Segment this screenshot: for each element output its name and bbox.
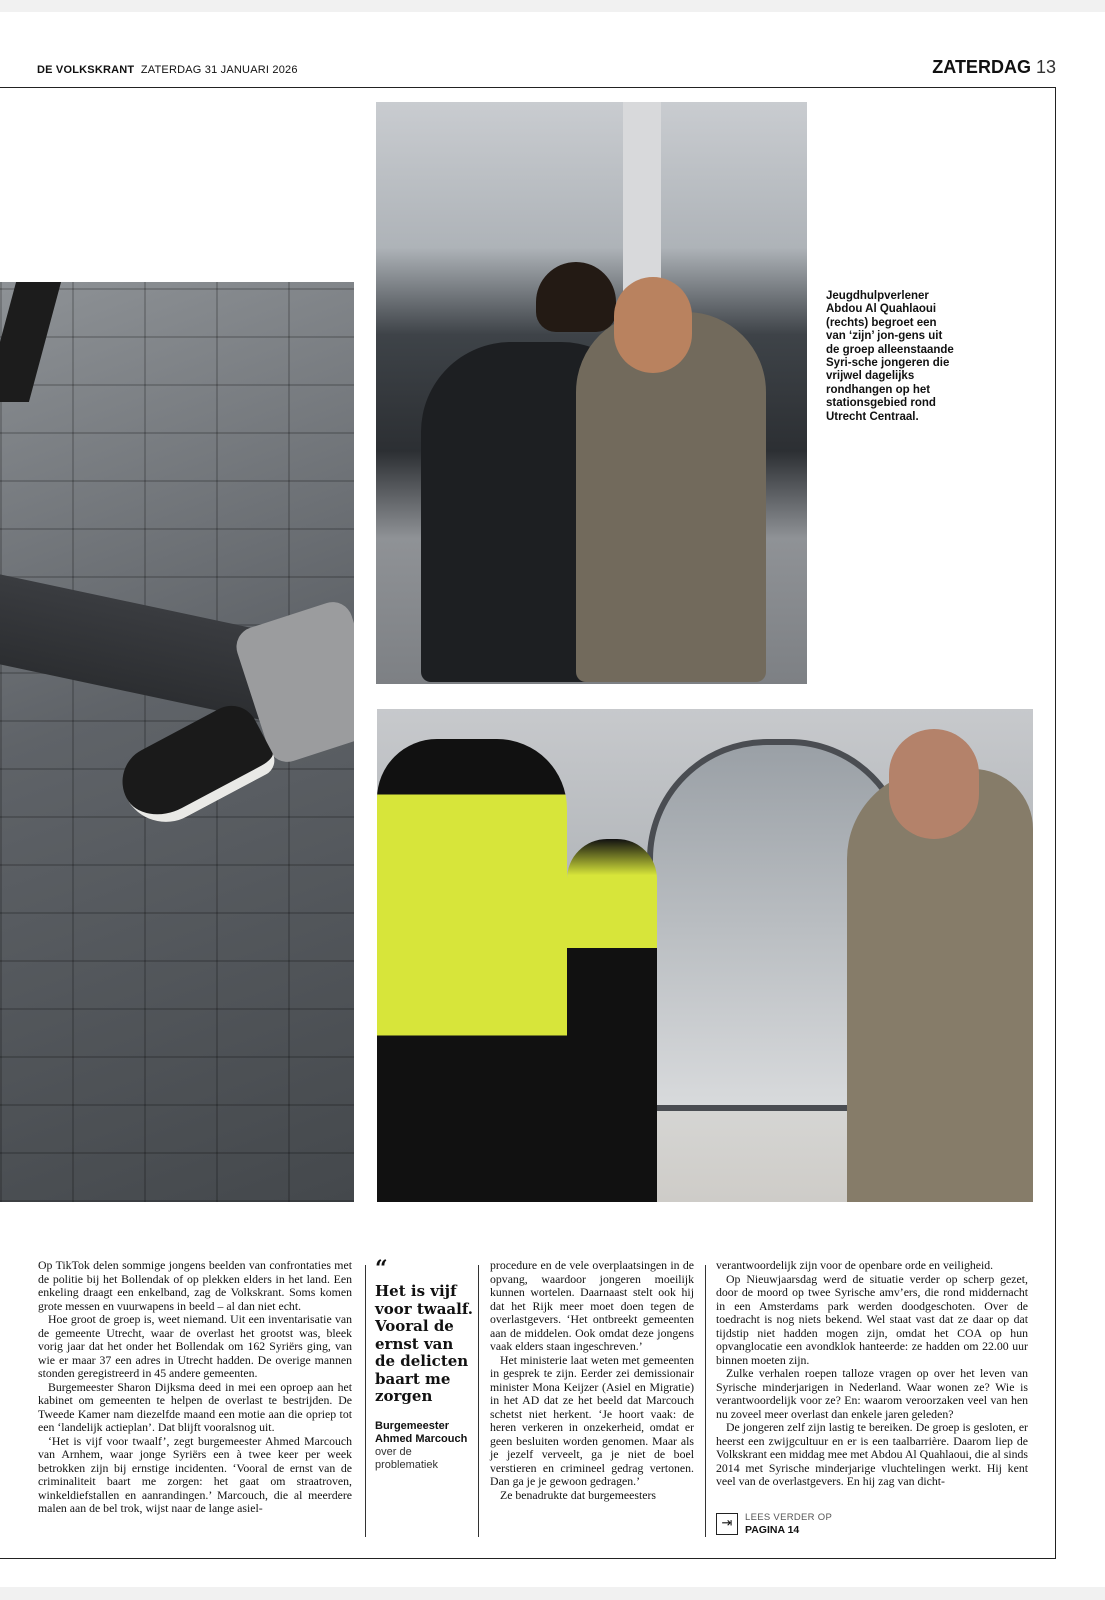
pull-quote [375,1256,473,1472]
continue-page: PAGINA 14 [745,1524,800,1536]
frame-top-rule [0,87,1056,88]
article-column-4 [716,1259,1028,1489]
quote-role: over de problematiek [375,1445,438,1471]
paragraph: procedure en de vele overplaatsingen in de opvang, waardoor jongeren moeilijk kunnen wortelen. Daarnaast stelt ook hij dat het Rijk meer moet doen tegen de overlastgevers. ‘Het ontbreekt gemeenten aan de middelen. Ook omdat deze jongens vaak elders staan ingeschreven.’ [490,1258,694,1353]
photo-police-officer-2 [567,839,657,1202]
paragraph: Hoe groot de groep is, weet niemand. Uit een inventarisatie van de gemeente Utrecht, waar de overlast het grootst was, bleek vorig jaar dat het onder het Bollendak om 162 Syriërs ging, van wie er maar 37 een adres in Utrecht hadden. De overige mannen stonden geregistreerd in 45 andere gemeenten. [38,1312,352,1380]
photo-embrace [376,102,807,684]
newspaper-page [0,12,1105,1587]
continue-reading [716,1512,876,1538]
photo-head-back [536,262,616,332]
column-rule [365,1265,366,1537]
paragraph: Op Nieuwjaarsdag werd de situatie verder op scherp gezet, door de moord op twee Syrische amv’ers, die rond middernacht in een Amsterdams park werden doodgeschoten. Over de toedracht is nog niets bekend. Wel staat vast dat ze daar op dat tijdstip niet hadden mogen zijn, omdat het COA op hun opvanglocatie een avondklok hanteerde: ze hadden om 22.00 uur binnen moeten zijn. [716,1271,1028,1367]
column-rule [478,1265,479,1537]
column-rule [705,1265,706,1537]
photo-police [377,709,1033,1202]
photo-pavement-sneaker [0,282,354,1202]
paragraph: ‘Het is vijf voor twaalf’, zegt burgemeester Ahmed Marcouch van Arnhem, waar jonge Syriërs een à twee keer per week betrokken zijn bij ernstige incidenten. ‘Vooral de ernst van de criminaliteit baart me zorgen: het gaat om straatroven, winkeldiefstallen en aanrandingen.’ Marcouch, die al meerdere malen aan de bel trok, wijst naar de lange asiel- [38,1433,352,1515]
article-column-1 [38,1259,352,1516]
photo-shadow [0,282,61,402]
quote-text: Het is vijf voor twaalf. Vooral de ernst van de delicten baart me zorgen [375,1282,473,1405]
newspaper-brand: DE VOLKSKRANT [37,64,135,76]
frame-bottom-rule [0,1558,1056,1559]
quote-attribution: Burgemeester Ahmed Marcouch [375,1419,468,1445]
page-number: 13 [1035,57,1056,77]
photo-police-officer [377,739,567,1202]
photo-man-face [889,729,979,839]
page-header-right [932,57,1056,78]
issue-date: ZATERDAG 31 JANUARI 2026 [140,64,298,76]
paragraph: verantwoordelijk zijn voor de openbare orde en veiligheid. [716,1258,994,1272]
paragraph: Op TikTok delen sommige jongens beelden van confrontaties met de politie bij het Bollendak of op plekken elders in het land. Een enkeling draagt een enkelband, zag de Volkskrant. Soms komen grote messen en vuurwapens in beeld – al dan niet echt. [38,1258,352,1313]
paragraph: Zulke verhalen roepen talloze vragen op over het leven van Syrische minderjarigen in Nederland. Waar wonen ze? Wie is verantwoordelijk voor ze? En: waarom veroorzaken veel van hen nu zoveel meer overlast dan enkele jaren geleden? [716,1366,1028,1421]
frame-right-rule [1055,87,1056,1559]
photo-caption: Jeugdhulpverlener Abdou Al Quahlaoui (rechts) begroet een van ‘zijn’ jon-gens uit de groep alleenstaande Syri-sche jongeren die vrijwel dagelijks rondhangen op het stationsgebied rond Utrecht Centraal. [826,290,954,423]
page-header-left [37,64,298,76]
paragraph: Burgemeester Sharon Dijksma deed in mei een oproep aan het kabinet om gemeenten te helpen de overlast te bestrijden. De Tweede Kamer nam diezelfde maand een motie aan die opriep tot een ‘landelijk actieplan’. Dat blijft vooralsnog uit. [38,1379,352,1434]
article-column-3 [490,1259,694,1502]
paragraph: Ze benadrukte dat burgemeesters [500,1487,657,1502]
continue-label: LEES VERDER OP [745,1512,833,1523]
paragraph: De jongeren zelf zijn lastig te bereiken. De groep is gesloten, er heerst een zwijgcultuur en er is een taalbarrière. Daarom liep de Volkskrant een middag mee met Abdou Al Quahlaoui, die al sinds 2014 met Syrische minderjarige vluchtelingen werkt. Hij kent veel van de overlastgevers. En hij zag van dicht- [716,1420,1028,1488]
photo-face [614,277,692,373]
continue-arrow-icon: ⇥ [716,1513,738,1535]
paragraph: Het ministerie laat weten met gemeenten in gesprek te zijn. Eerder zei demissionair minister Mona Keijzer (Asiel en Migratie) in het AD dat ze het beeld dat Marcouch schetst niet herkent. ‘Je hoort vaak: de heren verkeren in onzekerheid, omdat er geen besluiten worden genomen. Maar als je jezelf verveelt, ga je niet de boel verstieren en crimineel gedrag vertonen. Dan ga je je gewoon gedragen.’ [490,1352,694,1488]
section-name: ZATERDAG [932,57,1031,77]
quote-mark: “ [375,1256,388,1282]
